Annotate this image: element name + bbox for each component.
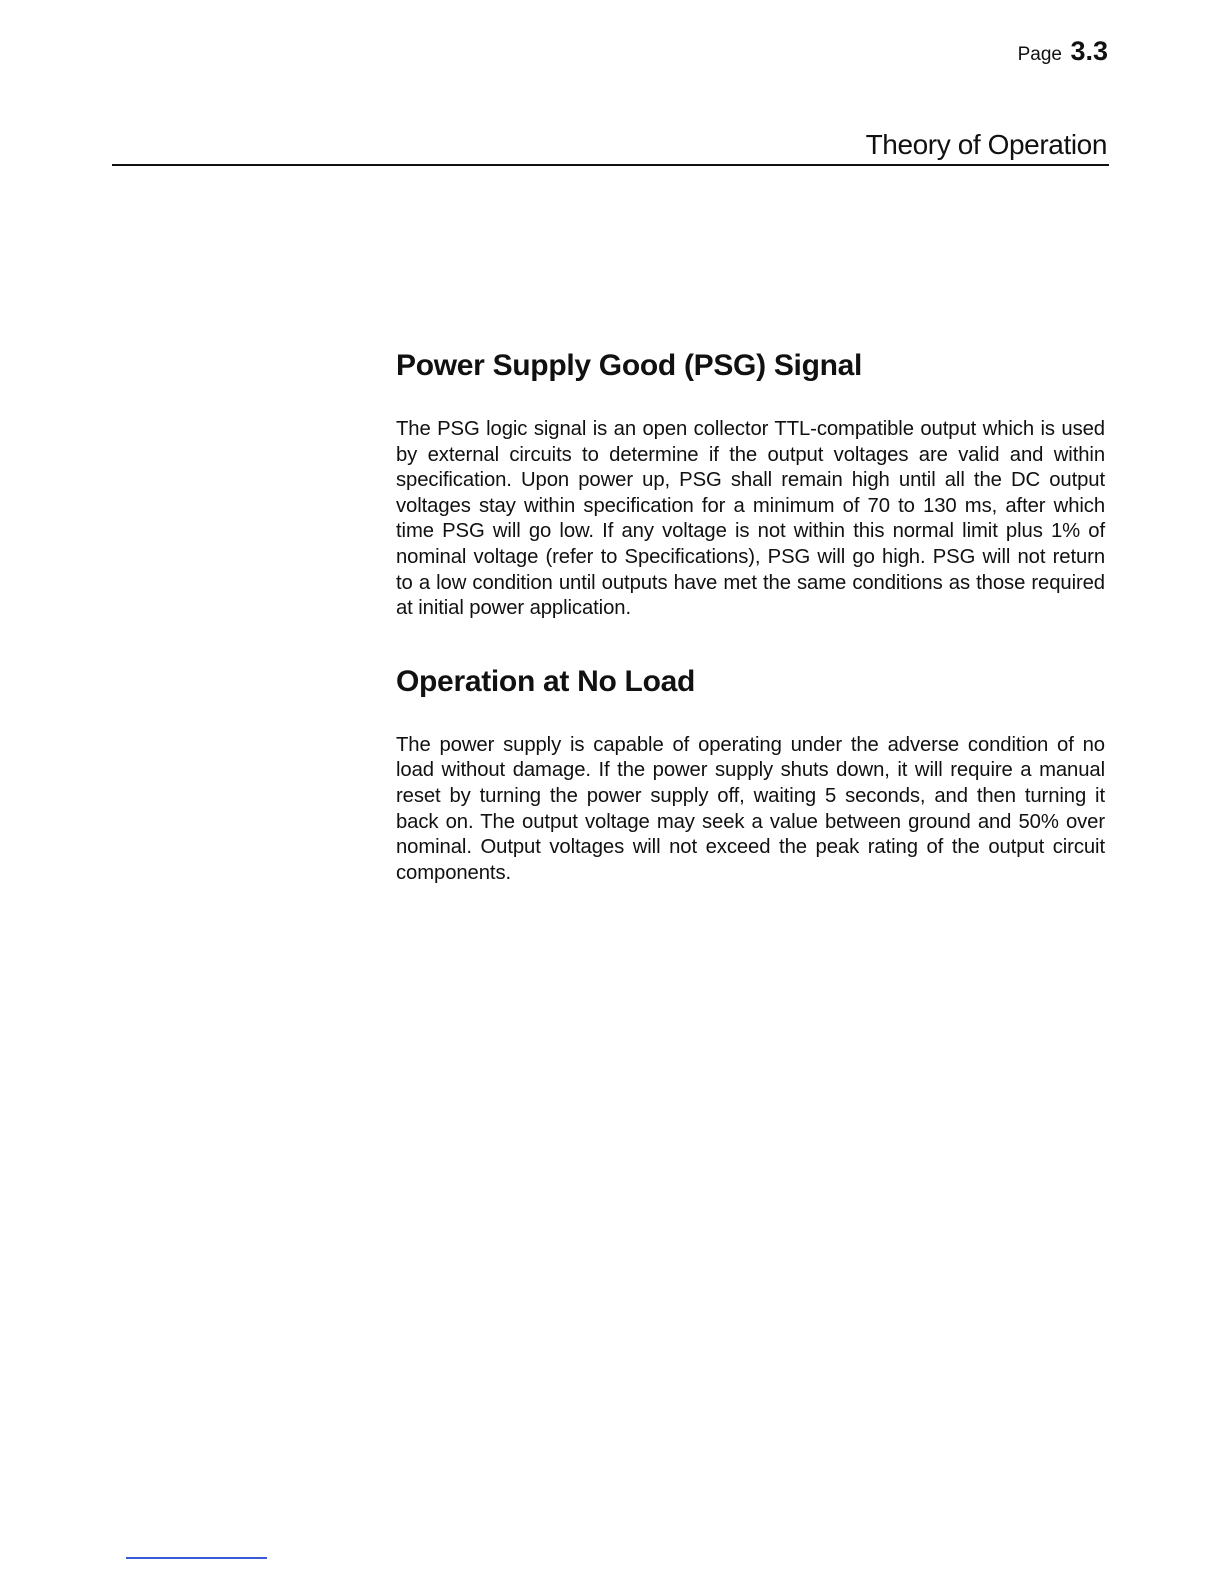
footer-line bbox=[126, 1557, 267, 1559]
section-body: The PSG logic signal is an open collector TTL-compatible output which is used by external circuits to determine if the output voltages are valid and within specification. Upon power up, PSG shall remain high until all the DC output voltages stay within specification for a minimum of 70 to 130 ms, after which time PSG will go low. If any voltage is not within this normal limit plus 1% of nominal voltage (refer to Specifications), PSG will go high. PSG will not return to a low condition until outputs have met the same conditions as those required at initial power application. bbox=[396, 418, 1105, 620]
header-divider bbox=[112, 164, 1109, 166]
section-psg-signal bbox=[396, 348, 1105, 622]
page-number-value: 3.3 bbox=[1070, 36, 1108, 66]
section-heading: Operation at No Load bbox=[396, 664, 696, 698]
running-header-title: Theory of Operation bbox=[865, 129, 1107, 160]
page-label: Page bbox=[1017, 44, 1062, 65]
section-heading: Power Supply Good (PSG) Signal bbox=[396, 349, 863, 382]
page-content bbox=[396, 348, 1105, 928]
section-no-load bbox=[396, 664, 1105, 887]
page-number bbox=[1018, 38, 1108, 65]
section-body: The power supply is capable of operating under the adverse condition of no load without damage. If the power supply shuts down, it will require a manual reset by turning the power supply off, waiting 5 seconds, and then turning it back on. The output voltage may seek a value between ground and 50% over nominal. Output voltages will not exceed the peak rating of the output circuit components. bbox=[396, 733, 1105, 884]
